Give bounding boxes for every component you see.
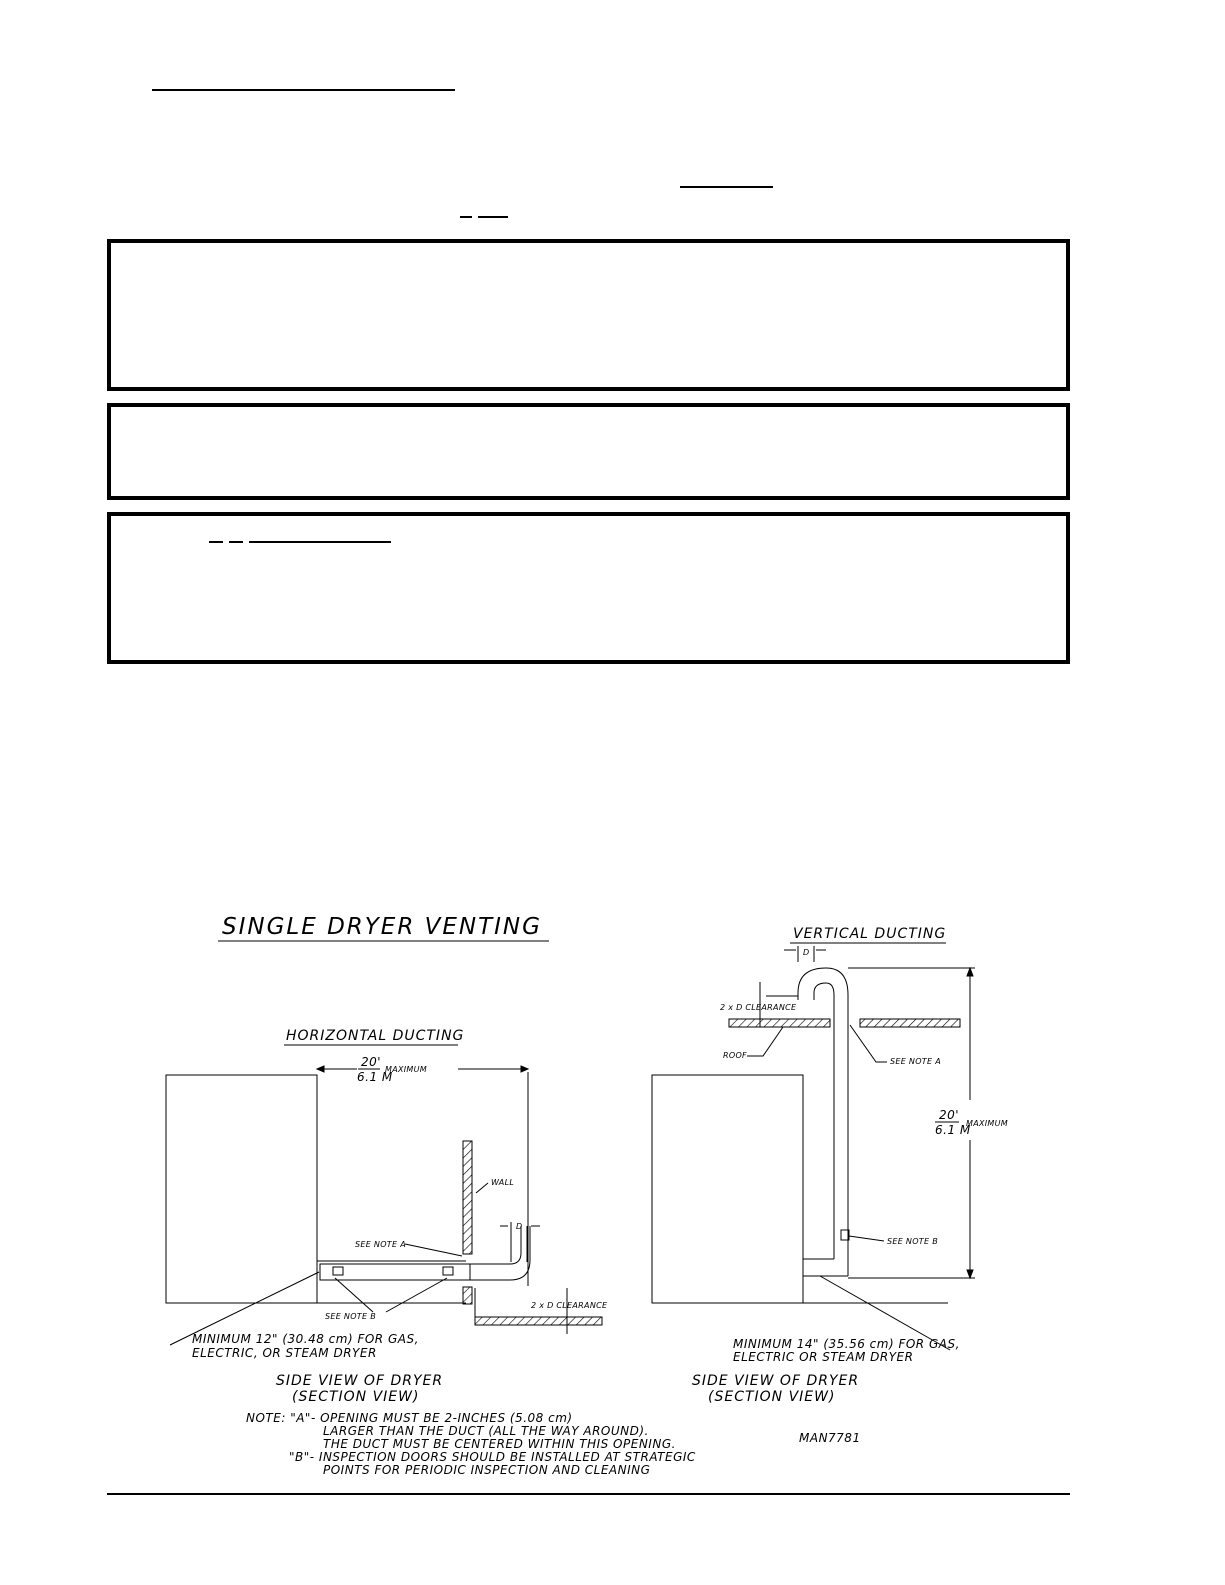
h-section-view: (SECTION VIEW) [292,1389,420,1405]
v-max-bottom: 6.1 M [935,1123,971,1137]
v-min-line1: MINIMUM 14" (35.56 cm) FOR GAS, [733,1337,960,1351]
v-roof-label: ROOF [723,1051,747,1060]
v-max-label: MAXIMUM [966,1119,1008,1128]
v-clearance-label: 2 x D CLEARANCE [720,1003,797,1012]
note-line4: "B"- INSPECTION DOORS SHOULD BE INSTALLED AT STRATEGIC [289,1450,696,1464]
h-clearance-label: 2 x D CLEARANCE [531,1301,608,1310]
h-min-line2: ELECTRIC, OR STEAM DRYER [192,1346,377,1360]
v-d-label: D [803,948,810,957]
h-side-view: SIDE VIEW OF DRYER [276,1373,444,1389]
v-max-top: 20' [939,1108,960,1122]
v-section-view: (SECTION VIEW) [708,1389,836,1405]
note-line3: THE DUCT MUST BE CENTERED WITHIN THIS OPENING. [323,1437,676,1451]
v-note-b-label: SEE NOTE B [887,1237,938,1246]
h-min-line1: MINIMUM 12" (30.48 cm) FOR GAS, [192,1332,419,1346]
h-wall-label: WALL [491,1178,515,1187]
vertical-heading: VERTICAL DUCTING [793,926,947,942]
note-line5: POINTS FOR PERIODIC INSPECTION AND CLEANING [323,1463,651,1477]
h-max-top: 20' [361,1055,382,1069]
h-max-label: MAXIMUM [385,1065,427,1074]
drawing-code: MAN7781 [799,1431,861,1445]
note-line1: NOTE: "A"- OPENING MUST BE 2-INCHES (5.08 cm) [246,1411,573,1425]
h-note-a-label: SEE NOTE A [355,1240,406,1249]
note-line2: LARGER THAN THE DUCT (ALL THE WAY AROUND). [323,1424,649,1438]
figure-title: SINGLE DRYER VENTING [222,914,542,940]
h-note-b-label: SEE NOTE B [325,1312,376,1321]
h-d-label: D [516,1222,523,1231]
horizontal-heading: HORIZONTAL DUCTING [286,1028,465,1044]
v-side-view: SIDE VIEW OF DRYER [692,1373,860,1389]
v-note-a-label: SEE NOTE A [890,1057,941,1066]
vertical-ducting-drawing [652,926,975,1350]
v-min-line2: ELECTRIC OR STEAM DRYER [733,1350,914,1364]
h-max-bottom: 6.1 M [357,1070,393,1084]
